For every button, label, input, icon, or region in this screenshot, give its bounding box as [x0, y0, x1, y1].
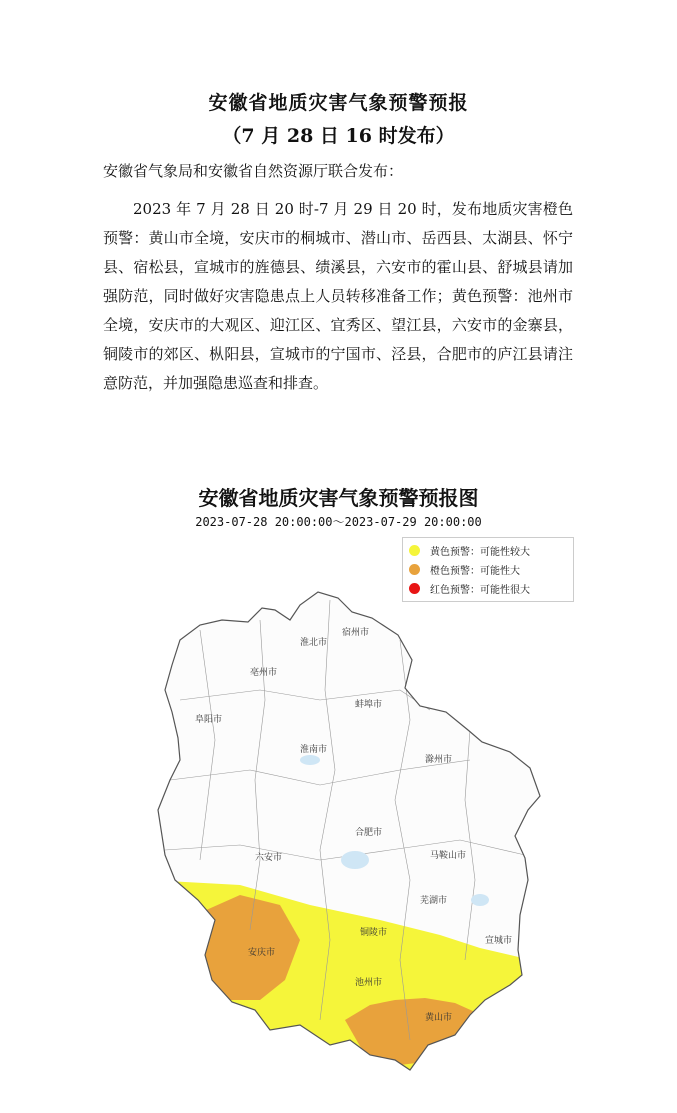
city-label: 亳州市: [250, 668, 278, 678]
orange-dot-icon: [409, 564, 420, 575]
city-label: 淮北市: [300, 638, 328, 648]
legend-item-orange: [409, 560, 567, 579]
city-label: 宿州市: [342, 628, 370, 638]
city-label: 池州市: [355, 978, 383, 988]
city-label: 安庆市: [248, 948, 276, 958]
city-label: 六安市: [255, 853, 283, 863]
map-time-range: 2023-07-28 20:00:00～2023-07-29 20:00:00: [195, 515, 482, 529]
doc-body: 2023 年 7 月 28 日 20 时-7 月 29 日 20 时，发布地质灾害橙色预警：黄山市全境，安庆市的桐城市、潜山市、岳西县、太湖县、怀宁县、宿松县，宣城市的旌德县、绩溪县，六安市的霍山县、舒城县请加强防范，同时做好灾害隐患点上人员转移准备工作；黄色预警：池州市全境，安庆市的大观区、迎江区、宜秀区、望江县，六安市的金寨县，铜陵市的郊区、枞阳县，宣城市的宁国市、泾县，合肥市的庐江县请注意防范，并加强隐患巡查和排查。: [103, 200, 573, 392]
legend-item-red: [409, 579, 567, 598]
map-legend: [402, 537, 574, 602]
legend-item-yellow: [409, 541, 567, 560]
legend-label: 黄色预警：可能性较大: [430, 547, 530, 558]
legend-label: 橙色预警：可能性大: [430, 566, 520, 577]
city-label: 滁州市: [425, 755, 453, 765]
doc-intro: 安徽省气象局和安徽省自然资源厅联合发布：: [103, 162, 404, 180]
city-label: 阜阳市: [195, 715, 223, 725]
doc-title: 安徽省地质灾害气象预警预报: [208, 92, 469, 114]
city-label: 芜湖市: [420, 896, 448, 906]
legend-label: 红色预警：可能性很大: [430, 585, 530, 596]
city-label: 宣城市: [485, 936, 513, 946]
yellow-dot-icon: [409, 545, 420, 556]
city-label: 蚌埠市: [355, 700, 383, 710]
map-title: 安徽省地质灾害气象预警预报图: [198, 486, 479, 510]
city-label: 马鞍山市: [430, 851, 467, 861]
city-label: 合肥市: [355, 828, 383, 838]
city-label: 淮南市: [300, 745, 328, 755]
doc-subtitle: （7 月 28 日 16 时发布）: [222, 125, 455, 147]
city-label: 铜陵市: [360, 928, 388, 938]
city-label: 黄山市: [425, 1013, 453, 1023]
red-dot-icon: [409, 583, 420, 594]
